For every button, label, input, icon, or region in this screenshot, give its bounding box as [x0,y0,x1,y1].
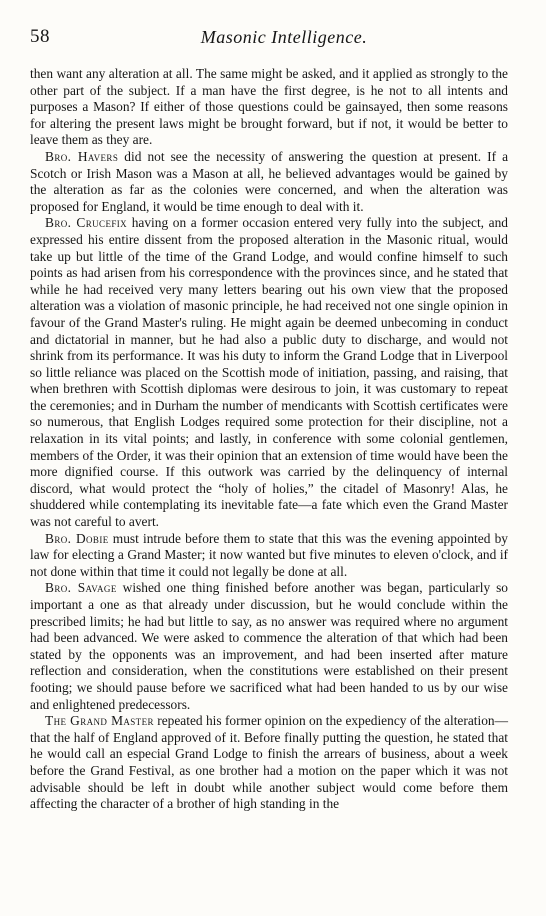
speaker-name: Bro. Savage [45,580,117,596]
paragraph [30,580,508,713]
paragraph-text: repeated his former opinion on the expediency of the alteration—that the half of England approved of it. Before finally putting the question, he stated that he would call an especial Grand Lodge to finish the arrears of business, about a week before the Grand Festival, as one brother had a motion on the paper which it was not advisable should be left in doubt while another subject would come before them affecting the character of a brother of high standing in the [30,713,509,812]
paragraph [30,215,508,530]
page-number: 58 [30,26,50,47]
paragraph-text: then want any alteration at all. The same might be asked, and it applied as strongly to the other part of the subject. If a man have the first degree, is he not to all intents and purposes a Mason? If either of those questions could be gainsayed, then some reasons for altering the present laws might be brought forward, but if not, it would be better to leave them as they are. [30,66,508,148]
paragraph-text: did not see the necessity of answering the question at present. If a Scotch or Irish Mason was a Mason at all, he believed advantages would be gained by the alteration as far as the colonies were concerned, and when the alteration was proposed for England, it would be time enough to deal with it. [30,148,509,214]
speaker-name: Bro. Havers [45,148,119,164]
speaker-name: Bro. Crucefix [45,215,128,231]
paragraph-text: must intrude before them to state that this was the evening appointed by law for electing a Grand Master; it now wanted but five minutes to eleven o'clock, and if not done within that time it could not legally be done at all. [30,530,508,579]
paragraph [30,149,508,215]
paragraph [30,66,508,149]
page-header [30,22,508,52]
paragraph [30,713,508,813]
speaker-name: Bro. Dobie [45,530,109,546]
paragraph-text: wished one thing finished before another was began, particularly so important a one as that already under discussion, but he would conclude within the prescribed limits; he had but little to say, as no answer was required where no argument had been advanced. We were asked to commence the alteration of that which had been stated by the opponents was an improvement, and had been inserted after mature reflection and consideration, when the constitutions were established on their present footing; we should pause before we sacrificed what had been handed to us by our wise and enlightened predecessors. [30,580,509,712]
paragraph-text: having on a former occasion entered very fully into the subject, and expressed his entire dissent from the proposed alteration in the Masonic ritual, would take up but little of the time of the Grand Lodge, and would confine himself to such points as had arisen from his correspondence with the provinces since, and he stated that while he had received very many letters bearing out his own view that the proposed alteration was a violation of masonic principle, he had received not one single opinion in favour of the Grand Master's ruling. He might again be deemed unbecoming in conduct and dictatorial in manner, but he had also a public duty to discharge, and would not shrink from its performance. It was his duty to inform the Grand Lodge that in Liverpool so little reliance was placed on the Scottish mode of initiation, passing, and raising, that when brethren with Scottish diplomas were desirous to join, it was customary to repeat the ceremonies; and in Durham the number of mendicants with Scottish certificates were so numerous, that English Lodges required some protection for their discipline, not a relaxation in its vital points; and lastly, in conference with some colonial gentlemen, members of the Order, it was their opinion that an extension of time would have been the more dignified course. If this outwork was carried by the delinquency of internal discord, what would protect the “holy of holies,” the citadel of Masonry! Alas, he shuddered while contemplating its inevitable fate—a fate which even the Grand Master was not careful to avert. [30,215,508,530]
speaker-name: The Grand Master [45,713,154,729]
running-title: Masonic Intelligence. [200,27,368,47]
paragraph [30,531,508,581]
body-text [30,66,508,813]
